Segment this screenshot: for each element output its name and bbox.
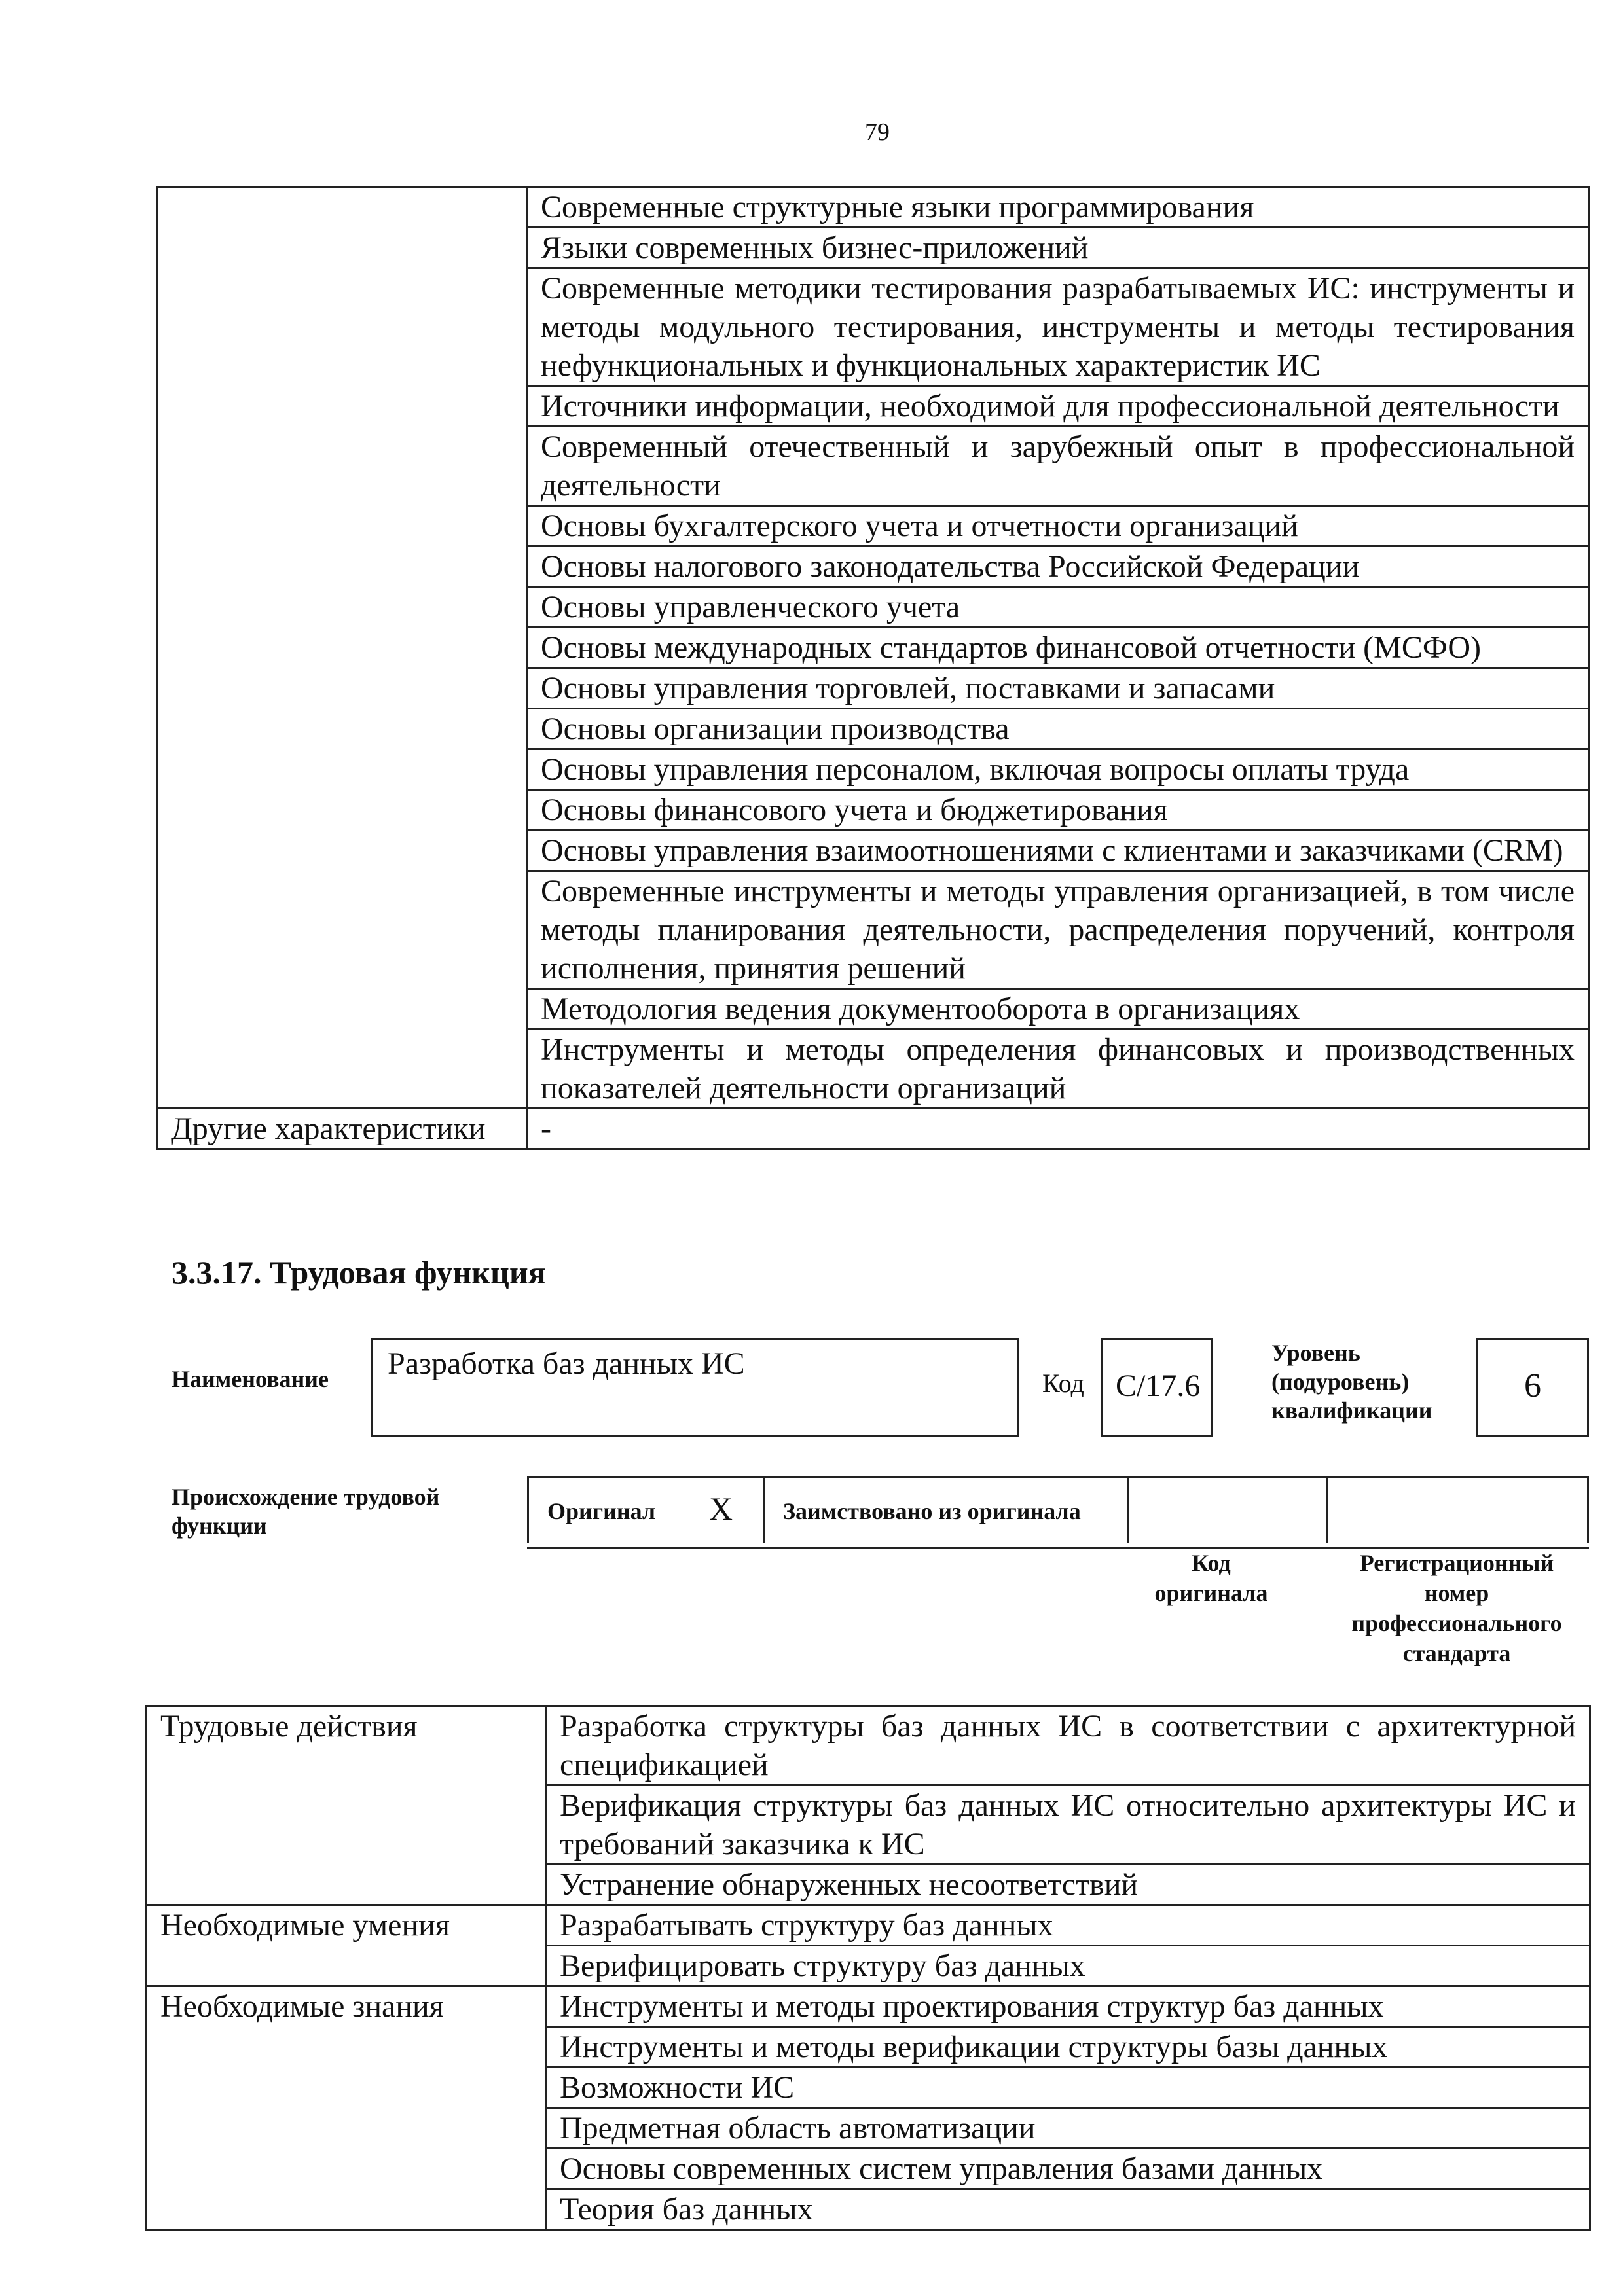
knowledge-item: Основы современных систем управления базами данных bbox=[546, 2149, 1590, 2189]
knowledge-item: Основы управленческого учета bbox=[527, 587, 1589, 628]
labor-action-item: Разработка структуры баз данных ИС в соответствии с архитектурной спецификацией bbox=[546, 1706, 1590, 1785]
knowledge-item: Основы организации производства bbox=[527, 709, 1589, 749]
caption-line: стандарта bbox=[1402, 1640, 1511, 1666]
knowledge-item: Источники информации, необходимой для профессиональной деятельности bbox=[527, 386, 1589, 427]
knowledge-item: Современный отечественный и зарубежный опыт в профессиональной деятельности bbox=[527, 427, 1589, 506]
caption-line: номер bbox=[1424, 1580, 1489, 1606]
knowledge-item: Современные инструменты и методы управления организацией, в том числе методы планирования деятельности, распределения поручений, контроля исполнения, принятия решений bbox=[527, 871, 1589, 989]
labor-action-item: Устранение обнаруженных несоответствий bbox=[546, 1865, 1590, 1905]
level-label-line: квалификации bbox=[1271, 1397, 1432, 1424]
original-code-cell bbox=[1127, 1478, 1326, 1543]
original-mark: X bbox=[709, 1490, 733, 1527]
knowledge-item: Основы финансового учета и бюджетирования bbox=[527, 790, 1589, 831]
qualification-level-box: 6 bbox=[1476, 1338, 1589, 1437]
skill-item: Разрабатывать структуру баз данных bbox=[546, 1905, 1590, 1946]
caption-line: оригинала bbox=[1154, 1580, 1268, 1606]
other-characteristics-value: - bbox=[527, 1109, 1589, 1149]
qualification-level-label bbox=[1271, 1338, 1432, 1425]
knowledge-item: Современные методики тестирования разрабатываемых ИС: инструменты и методы модульного тестирования, инструменты и методы тестирования нефункциональных и функциональных характеристик ИС bbox=[527, 268, 1589, 386]
knowledge-item: Основы налогового законодательства Российской Федерации bbox=[527, 547, 1589, 587]
knowledge-item: Современные структурные языки программирования bbox=[527, 187, 1589, 228]
registration-number-caption bbox=[1326, 1548, 1588, 1668]
page-number: 79 bbox=[865, 118, 890, 146]
skill-item: Верифицировать структуру баз данных bbox=[546, 1946, 1590, 1986]
caption-line: Регистрационный bbox=[1359, 1550, 1554, 1576]
caption-line: профессионального bbox=[1351, 1610, 1562, 1636]
knowledge-item: Основы международных стандартов финансовой отчетности (МСФО) bbox=[527, 628, 1589, 668]
knowledge-item: Языки современных бизнес-приложений bbox=[527, 228, 1589, 268]
other-characteristics-label: Другие характеристики bbox=[157, 1109, 527, 1149]
knowledge-item: Инструменты и методы проектирования структур баз данных bbox=[546, 1986, 1590, 2027]
level-label-line: Уровень bbox=[1271, 1340, 1360, 1366]
function-name-box: Разработка баз данных ИС bbox=[371, 1338, 1019, 1437]
knowledge-item: Возможности ИС bbox=[546, 2068, 1590, 2108]
knowledge-item: Предметная область автоматизации bbox=[546, 2108, 1590, 2149]
section-title: 3.3.17. Трудовая функция bbox=[172, 1254, 546, 1291]
knowledge-item: Основы управления персоналом, включая вопросы оплаты труда bbox=[527, 749, 1589, 790]
labor-function-table bbox=[145, 1705, 1591, 2231]
origin-label: Происхождение трудовой функции bbox=[172, 1484, 440, 1539]
knowledge-item: Основы управления торговлей, поставками и запасами bbox=[527, 668, 1589, 709]
knowledge-continuation-table bbox=[156, 186, 1590, 1150]
original-cell bbox=[527, 1478, 763, 1543]
level-label-line: (подуровень) bbox=[1271, 1369, 1410, 1395]
knowledge-item: Основы управления взаимоотношениями с клиентами и заказчиками (CRM) bbox=[527, 831, 1589, 871]
original-label: Оригинал bbox=[547, 1498, 656, 1524]
borrowed-label: Заимствовано из оригинала bbox=[783, 1498, 1081, 1524]
original-code-caption bbox=[1126, 1548, 1296, 1608]
knowledge-item: Инструменты и методы определения финансовых и производственных показателей деятельности организаций bbox=[527, 1030, 1589, 1109]
knowledge-item: Инструменты и методы верификации структуры базы данных bbox=[546, 2027, 1590, 2068]
knowledge-item: Методология ведения документооборота в организациях bbox=[527, 989, 1589, 1030]
required-skills-label: Необходимые умения bbox=[147, 1905, 546, 1986]
code-label: Код bbox=[1042, 1369, 1084, 1398]
borrowed-cell bbox=[763, 1478, 1127, 1543]
function-code-box: С/17.6 bbox=[1101, 1338, 1213, 1437]
empty-label-cell bbox=[157, 187, 527, 1109]
name-label: Наименование bbox=[172, 1366, 329, 1392]
knowledge-item: Теория баз данных bbox=[546, 2189, 1590, 2230]
required-knowledge-label: Необходимые знания bbox=[147, 1986, 546, 2230]
registration-number-cell bbox=[1326, 1478, 1589, 1543]
origin-row bbox=[527, 1476, 1589, 1549]
labor-action-item: Верификация структуры баз данных ИС относительно архитектуры ИС и требований заказчика к ИС bbox=[546, 1785, 1590, 1865]
caption-line: Код bbox=[1192, 1550, 1231, 1576]
knowledge-item: Основы бухгалтерского учета и отчетности организаций bbox=[527, 506, 1589, 547]
labor-actions-label: Трудовые действия bbox=[147, 1706, 546, 1905]
